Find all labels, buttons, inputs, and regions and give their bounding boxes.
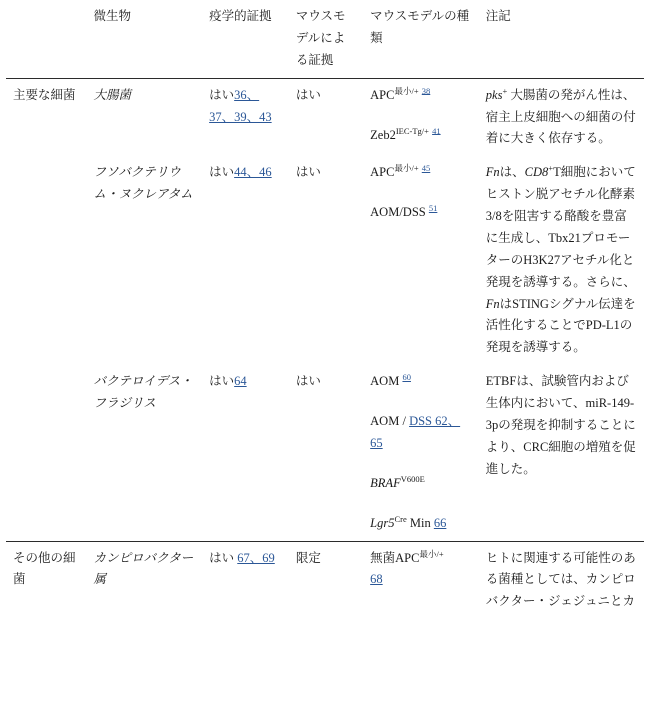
model-entry	[370, 125, 472, 147]
cell-notes	[479, 365, 644, 541]
table-row	[6, 365, 644, 541]
cell-epidemiological	[202, 156, 289, 365]
model-name: Zeb2	[370, 127, 396, 142]
column-header-notes: 注記	[485, 9, 511, 23]
note-text: は、	[499, 165, 525, 180]
model-name: AOM/DSS	[370, 205, 426, 220]
reference-link[interactable]: DSS 62、65	[370, 414, 461, 450]
model-superscript: 最小/+	[394, 85, 419, 96]
reference-link[interactable]: 51	[428, 202, 438, 213]
cell-epidemiological	[202, 78, 289, 156]
note-text: はSTINGシグナル伝達を活性化することでPD-L1の発現を誘導する。	[485, 296, 636, 355]
cell-epidemiological	[202, 541, 289, 619]
model-superscript: IEC-Tg/+	[395, 125, 429, 136]
cell-notes	[479, 156, 644, 365]
cell-mouse-evidence: はい	[289, 78, 363, 156]
model-superscript: Cre	[394, 513, 407, 524]
model-entry	[370, 513, 472, 535]
reference-link[interactable]: 60	[402, 371, 411, 382]
reference-link[interactable]: 44、46	[234, 165, 272, 180]
model-name: Lgr5	[370, 515, 395, 530]
cell-microbe: バクテロイデス・フラジリス	[93, 374, 193, 410]
model-slash: /	[399, 414, 410, 428]
note-italic: Fn	[485, 165, 500, 180]
note-superscript: +	[502, 85, 508, 96]
epi-value: はい	[209, 374, 235, 389]
cell-mouse-evidence: はい	[295, 374, 321, 389]
table-header	[6, 0, 644, 78]
reference-link[interactable]: 67、69	[237, 550, 275, 565]
note-italic: pks	[485, 87, 503, 102]
reference-link[interactable]: 41	[432, 125, 441, 136]
epi-value: はい	[209, 87, 235, 102]
column-header-mouse-type: マウスモデルの種類	[370, 9, 470, 45]
column-header-category	[6, 0, 87, 78]
model-name: APC	[370, 87, 395, 102]
epi-value: はい	[209, 550, 235, 565]
cell-category	[6, 156, 87, 365]
note-text: T細胞においてヒストン脱アセチル化酵素3/8を阻害する酪酸を豊富に生成し、Tbx21プロモーターのH3K27アセチル化と発現を誘導する。さらに、	[485, 165, 636, 289]
model-entry	[370, 371, 472, 393]
table-body	[6, 78, 644, 619]
model-entry	[370, 202, 472, 224]
note-italic: CD8	[524, 165, 549, 180]
table-row	[6, 78, 644, 156]
column-header-mouse-evidence: マウスモデルによる証拠	[295, 9, 346, 67]
note-italic: Fn	[485, 296, 500, 311]
cell-microbe: カンピロバクター属	[87, 541, 203, 619]
reference-link[interactable]: 64	[234, 374, 247, 389]
model-name: AOM	[370, 374, 400, 389]
cell-mouse-type	[363, 78, 479, 156]
model-name: APC	[370, 165, 395, 180]
reference-link[interactable]: 45	[421, 163, 431, 174]
note-text: ヒトに関連する可能性のある菌種としては、カンピロバクター・ジェジュニとカ	[485, 550, 636, 609]
cell-mouse-type	[363, 156, 479, 365]
cell-epidemiological	[202, 365, 289, 541]
model-name: BRAF	[370, 475, 401, 490]
model-entry	[370, 411, 472, 455]
model-name: AOM	[370, 414, 400, 428]
model-suffix: Min	[406, 515, 434, 530]
model-superscript: 最小/+	[419, 548, 444, 559]
model-superscript: V600E	[400, 473, 425, 484]
table-header-row	[6, 0, 644, 78]
reference-link[interactable]: 68	[370, 572, 383, 587]
model-name: 無菌APC	[370, 550, 420, 565]
column-header-epidemiological: 疫学的証拠	[209, 9, 272, 23]
cell-microbe: 大腸菌	[87, 78, 203, 156]
cell-mouse-type	[363, 365, 479, 541]
cell-notes	[479, 541, 644, 619]
model-entry	[370, 548, 472, 592]
reference-link[interactable]: 66	[433, 515, 447, 530]
model-superscript: 最小/+	[394, 163, 419, 174]
cell-category: 主要な細菌	[6, 78, 87, 156]
model-entry	[370, 473, 472, 495]
cell-mouse-type	[363, 541, 479, 619]
cell-microbe: フソバクテリウム・ヌクレアタム	[93, 165, 193, 202]
note-text: ETBFは、試験管内および生体内において、miR-149-3pの発現を抑制することにより、CRC細胞の増殖を促進した。	[485, 374, 636, 476]
model-entry	[370, 162, 472, 184]
table-row	[6, 541, 644, 619]
note-text: 大腸菌の発がん性は、宿主上皮細胞への細菌の付着に大きく依存する。	[485, 87, 636, 146]
cell-notes	[479, 78, 644, 156]
model-entry	[370, 85, 472, 107]
cell-mouse-evidence: 限定	[289, 541, 363, 619]
column-header-microbe: 微生物	[93, 9, 132, 23]
cell-category: その他の細菌	[6, 541, 87, 619]
epi-value: はい	[209, 165, 235, 180]
cell-mouse-evidence: はい	[295, 165, 321, 180]
cell-category	[6, 365, 87, 541]
microbe-evidence-table	[6, 0, 644, 619]
reference-link[interactable]: 38	[421, 85, 431, 96]
note-superscript: +	[548, 163, 554, 174]
table-row	[6, 156, 644, 365]
reference-link[interactable]: 36、37、39、43	[209, 87, 272, 124]
